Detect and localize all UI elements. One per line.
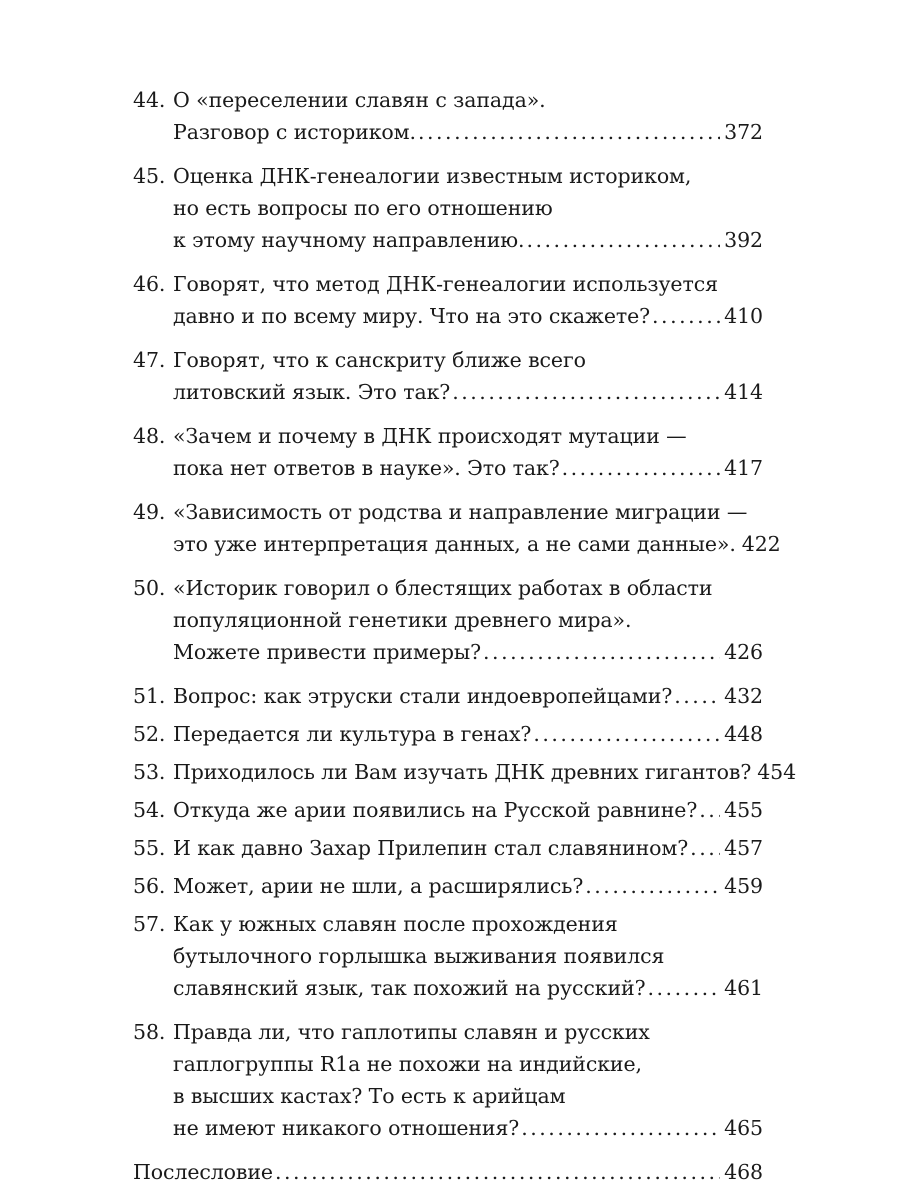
toc-entry-number: 52.	[133, 722, 166, 746]
toc-entry-title-line: И как давно Захар Прилепин стал славянином?	[173, 836, 689, 860]
toc-entry	[133, 680, 763, 712]
toc-entry-title-line: Приходилось ли Вам изучать ДНК древних гигантов?	[173, 760, 752, 784]
toc-page-number: 432	[724, 684, 763, 708]
toc-entry	[133, 870, 763, 902]
toc-entry-number: 49.	[133, 500, 166, 524]
toc-entry-title-line: популяционной генетики древнего мира».	[173, 608, 632, 632]
toc-entry	[133, 832, 763, 864]
toc-entry-title-line: славянский язык, так похожий на русский?	[173, 976, 646, 1000]
toc-entry	[133, 344, 763, 408]
toc-page-number: 417	[724, 456, 763, 480]
toc-entry-number: 57.	[133, 912, 166, 936]
toc-entry	[133, 756, 797, 788]
toc-page-number: 468	[724, 1160, 763, 1184]
toc-entry-title-line: Откуда же арии появились на Русской равнине?	[173, 798, 698, 822]
toc-entry	[133, 718, 763, 750]
toc-entry-title-line: «Историк говорил о блестящих работах в области	[173, 576, 713, 600]
toc-entry-title-line: О «переселении славян с запада».	[173, 88, 546, 112]
toc-entry-title-line: «Зачем и почему в ДНК происходят мутации —	[173, 424, 687, 448]
toc-entry-title-line: литовский язык. Это так?	[173, 380, 451, 404]
toc-page-number: 459	[724, 874, 763, 898]
toc-entry-title-line: гаплогруппы R1a не похожи на индийские,	[173, 1052, 642, 1076]
toc-entry-title-line: Разговор с историком.	[173, 120, 416, 144]
dot-leader	[526, 224, 720, 256]
toc-page-number: 414	[724, 380, 763, 404]
dot-leader	[699, 794, 720, 826]
toc-entry-number: 44.	[133, 88, 166, 112]
toc-page-number: 422	[741, 532, 781, 556]
toc-entry-title-line: Оценка ДНК-генеалогии известным историком,	[173, 164, 692, 188]
dot-leader	[562, 452, 721, 484]
toc-entry	[133, 160, 763, 256]
toc-entry-number: 50.	[133, 576, 166, 600]
afterword-title: Послесловие	[133, 1160, 273, 1184]
toc-entry-title-line: это уже интерпретация данных, а не сами данные».	[173, 532, 736, 556]
toc-entry	[133, 794, 763, 826]
toc-page-number: 461	[724, 976, 763, 1000]
toc-entry-title-line: Может, арии не шли, а расширялись?	[173, 874, 584, 898]
toc-page-number: 454	[757, 760, 797, 784]
toc-entry-number: 46.	[133, 272, 166, 296]
toc-entry-title-line: давно и по всему миру. Что на это скажете?	[173, 304, 651, 328]
dot-leader	[275, 1156, 720, 1188]
toc-entry-title-line: в высших кастах? То есть к арийцам	[173, 1084, 566, 1108]
toc-entry-number: 54.	[133, 798, 166, 822]
toc-entry-title-line: не имеют никакого отношения?	[173, 1116, 520, 1140]
toc-entry	[133, 908, 763, 1004]
toc-entry-title-line: Правда ли, что гаплотипы славян и русских	[173, 1020, 650, 1044]
toc-entry-title-line: к этому научному направлению.	[173, 228, 525, 252]
dot-leader	[418, 116, 720, 148]
dot-leader	[647, 972, 720, 1004]
toc-page-number: 392	[724, 228, 763, 252]
toc-entry-title-line: пока нет ответов в науке». Это так?	[173, 456, 560, 480]
toc-page-number: 410	[724, 304, 763, 328]
toc-entry	[133, 496, 781, 560]
toc-entry	[133, 572, 763, 668]
toc-entry-title-line: Передается ли культура в генах?	[173, 722, 532, 746]
toc-entry-number: 55.	[133, 836, 166, 860]
toc-entry-title-line: «Зависимость от родства и направление миграции —	[173, 500, 748, 524]
toc-entry-number: 58.	[133, 1020, 166, 1044]
toc-entry-afterword	[133, 1156, 763, 1188]
toc-entry-number: 56.	[133, 874, 166, 898]
toc-entry	[133, 420, 763, 484]
toc-entry-number: 47.	[133, 348, 166, 372]
toc-entry-title-line: Можете привести примеры?	[173, 640, 481, 664]
toc-entry-title-line: Вопрос: как этруски стали индоевропейцами?	[173, 684, 673, 708]
dot-leader	[674, 680, 720, 712]
toc-entry-title-line: бутылочного горлышка выживания появился	[173, 944, 665, 968]
toc-entry	[133, 268, 763, 332]
toc-entry-title-line: Говорят, что метод ДНК-генеалогии используется	[173, 272, 718, 296]
toc-entry-number: 51.	[133, 684, 166, 708]
toc-entry-title-line: Как у южных славян после прохождения	[173, 912, 618, 936]
table-of-contents	[133, 84, 797, 1194]
toc-entry-title-line: Говорят, что к санскриту ближе всего	[173, 348, 586, 372]
toc-page-number: 465	[724, 1116, 763, 1140]
dot-leader	[452, 376, 720, 408]
toc-page-number: 455	[724, 798, 763, 822]
dot-leader	[652, 300, 720, 332]
dot-leader	[483, 636, 720, 668]
dot-leader	[533, 718, 720, 750]
toc-entry-number: 53.	[133, 760, 166, 784]
dot-leader	[585, 870, 720, 902]
toc-entry	[133, 84, 763, 148]
toc-page-number: 457	[724, 836, 763, 860]
dot-leader	[690, 832, 720, 864]
toc-entry-number: 45.	[133, 164, 166, 188]
toc-entry-number: 48.	[133, 424, 166, 448]
dot-leader	[521, 1112, 720, 1144]
toc-page-number: 448	[724, 722, 763, 746]
toc-page-number: 426	[724, 640, 763, 664]
toc-entry	[133, 1016, 763, 1144]
toc-entry-title-line: но есть вопросы по его отношению	[173, 196, 553, 220]
toc-page-number: 372	[724, 120, 763, 144]
